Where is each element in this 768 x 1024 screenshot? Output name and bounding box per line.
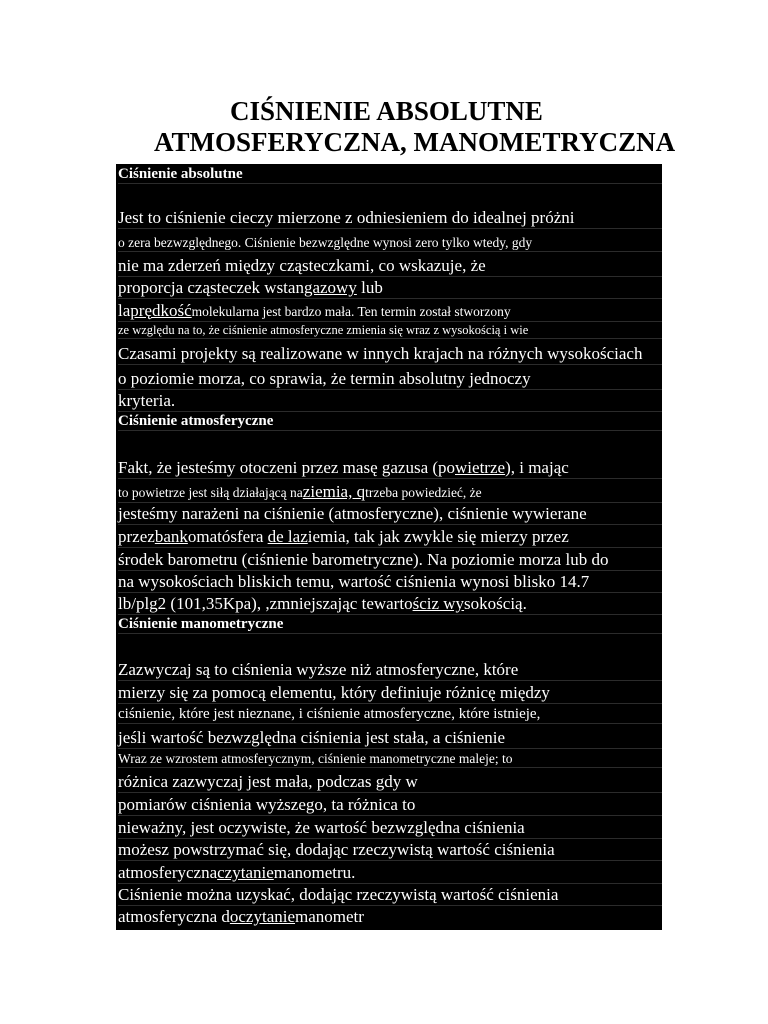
text-span: ), i mając — [505, 458, 569, 477]
document-subtitle: ATMOSFERYCZNA, MANOMETRYCZNA — [154, 127, 676, 157]
text-line: pomiarów ciśnienia wyższego, ta różnica to — [118, 795, 662, 816]
text-span: manometru. — [273, 863, 356, 882]
hyperlink-predkosc[interactable]: prędkość — [130, 301, 192, 320]
text-line: Jest to ciśnienie cieczy mierzone z odniesieniem do idealnej próżni — [118, 208, 662, 229]
text-line: Zazwyczaj są to ciśnienia wyższe niż atmosferyczne, które — [118, 660, 662, 681]
text-line: o poziomie morza, co sprawia, że termin absolutny jednoczy — [118, 369, 662, 390]
text-span: proporcja cząsteczek wstan — [118, 278, 304, 297]
text-line: Czasami projekty są realizowane w innych krajach na różnych wysokościach — [118, 344, 662, 365]
text-line — [118, 482, 662, 503]
text-line: Ciśnienie można uzyskać, dodając rzeczywistą wartość ciśnienia — [118, 885, 662, 906]
hyperlink-ziemia[interactable]: ziemia, q — [302, 482, 366, 501]
text-line: o zera bezwzględnego. Ciśnienie bezwzględne wynosi zero tylko wtedy, gdy — [118, 235, 662, 252]
hyperlink-de-laz[interactable]: de laz — [267, 527, 308, 546]
document-text-panel — [116, 164, 662, 930]
text-line: kryteria. — [118, 391, 662, 412]
text-line: Wraz ze wzrostem atmosferycznym, ciśnienie manometryczne maleje; to — [118, 751, 662, 768]
text-line: ze względu na to, że ciśnienie atmosferyczne zmienia się wraz z wysokością i wie — [118, 323, 662, 339]
text-span: Fakt, że jesteśmy otoczeni przez masę gazusa (po — [118, 458, 456, 477]
text-span: przez — [118, 527, 155, 546]
text-line — [118, 863, 662, 884]
text-span: manometr — [295, 907, 364, 926]
hyperlink-czytanie[interactable]: czytanie — [217, 863, 274, 882]
text-span: omatósfera — [187, 527, 268, 546]
text-span: trzeba powiedzieć, że — [365, 485, 482, 500]
text-span: molekularna jest bardzo mała. Ten termin został stworzony — [191, 304, 511, 319]
text-line — [118, 301, 662, 322]
text-line: różnica zazwyczaj jest mała, podczas gdy w — [118, 772, 662, 793]
text-line — [118, 907, 662, 927]
hyperlink-wysokosc[interactable]: ściz wy — [412, 594, 465, 613]
text-line: środek barometru (ciśnienie barometryczne). Na poziomie morza lub do — [118, 550, 662, 571]
section-heading-gauge: Ciśnienie manometryczne — [118, 616, 662, 634]
text-span: la — [118, 301, 131, 320]
hyperlink-bank[interactable]: bank — [154, 527, 188, 546]
text-span: lub — [356, 278, 383, 297]
hyperlink-oczytanie[interactable]: oczytanie — [229, 907, 296, 926]
text-span: atmosferyczna — [118, 863, 218, 882]
text-line — [118, 527, 662, 548]
text-span: atmosferyczna d — [118, 907, 230, 926]
text-span: to powietrze jest siłą działającą na — [118, 485, 303, 500]
text-line: jeśli wartość bezwzględna ciśnienia jest stała, a ciśnienie — [118, 728, 662, 749]
text-line: nie ma zderzeń między cząsteczkami, co wskazuje, że — [118, 256, 662, 277]
text-line: ciśnienie, które jest nieznane, i ciśnienie atmosferyczne, które istnieje, — [118, 706, 662, 724]
text-span: sokością. — [464, 594, 527, 613]
text-span: iemia, tak jak zwykle się mierzy przez — [307, 527, 569, 546]
text-line: możesz powstrzymać się, dodając rzeczywistą wartość ciśnienia — [118, 840, 662, 861]
text-line: jesteśmy narażeni na ciśnienie (atmosferyczne), ciśnienie wywierane — [118, 504, 662, 525]
section-heading-atmospheric: Ciśnienie atmosferyczne — [118, 413, 662, 431]
hyperlink-powietrze[interactable]: wietrze — [455, 458, 506, 477]
hyperlink-gazowy[interactable]: gazowy — [303, 278, 357, 297]
text-line: nieważny, jest oczywiste, że wartość bezwzględna ciśnienia — [118, 818, 662, 839]
text-line: na wysokościach bliskich temu, wartość ciśnienia wynosi blisko 14.7 — [118, 572, 662, 593]
text-line: mierzy się za pomocą elementu, który definiuje różnicę między — [118, 683, 662, 704]
document-title: CIŚNIENIE ABSOLUTNE — [230, 96, 543, 126]
text-line — [118, 278, 662, 299]
text-span: lb/plg2 (101,35Kpa), ,zmniejszając tewarto — [118, 594, 413, 613]
text-line — [118, 594, 662, 615]
text-line — [118, 458, 662, 479]
section-heading-absolute: Ciśnienie absolutne — [118, 166, 662, 184]
